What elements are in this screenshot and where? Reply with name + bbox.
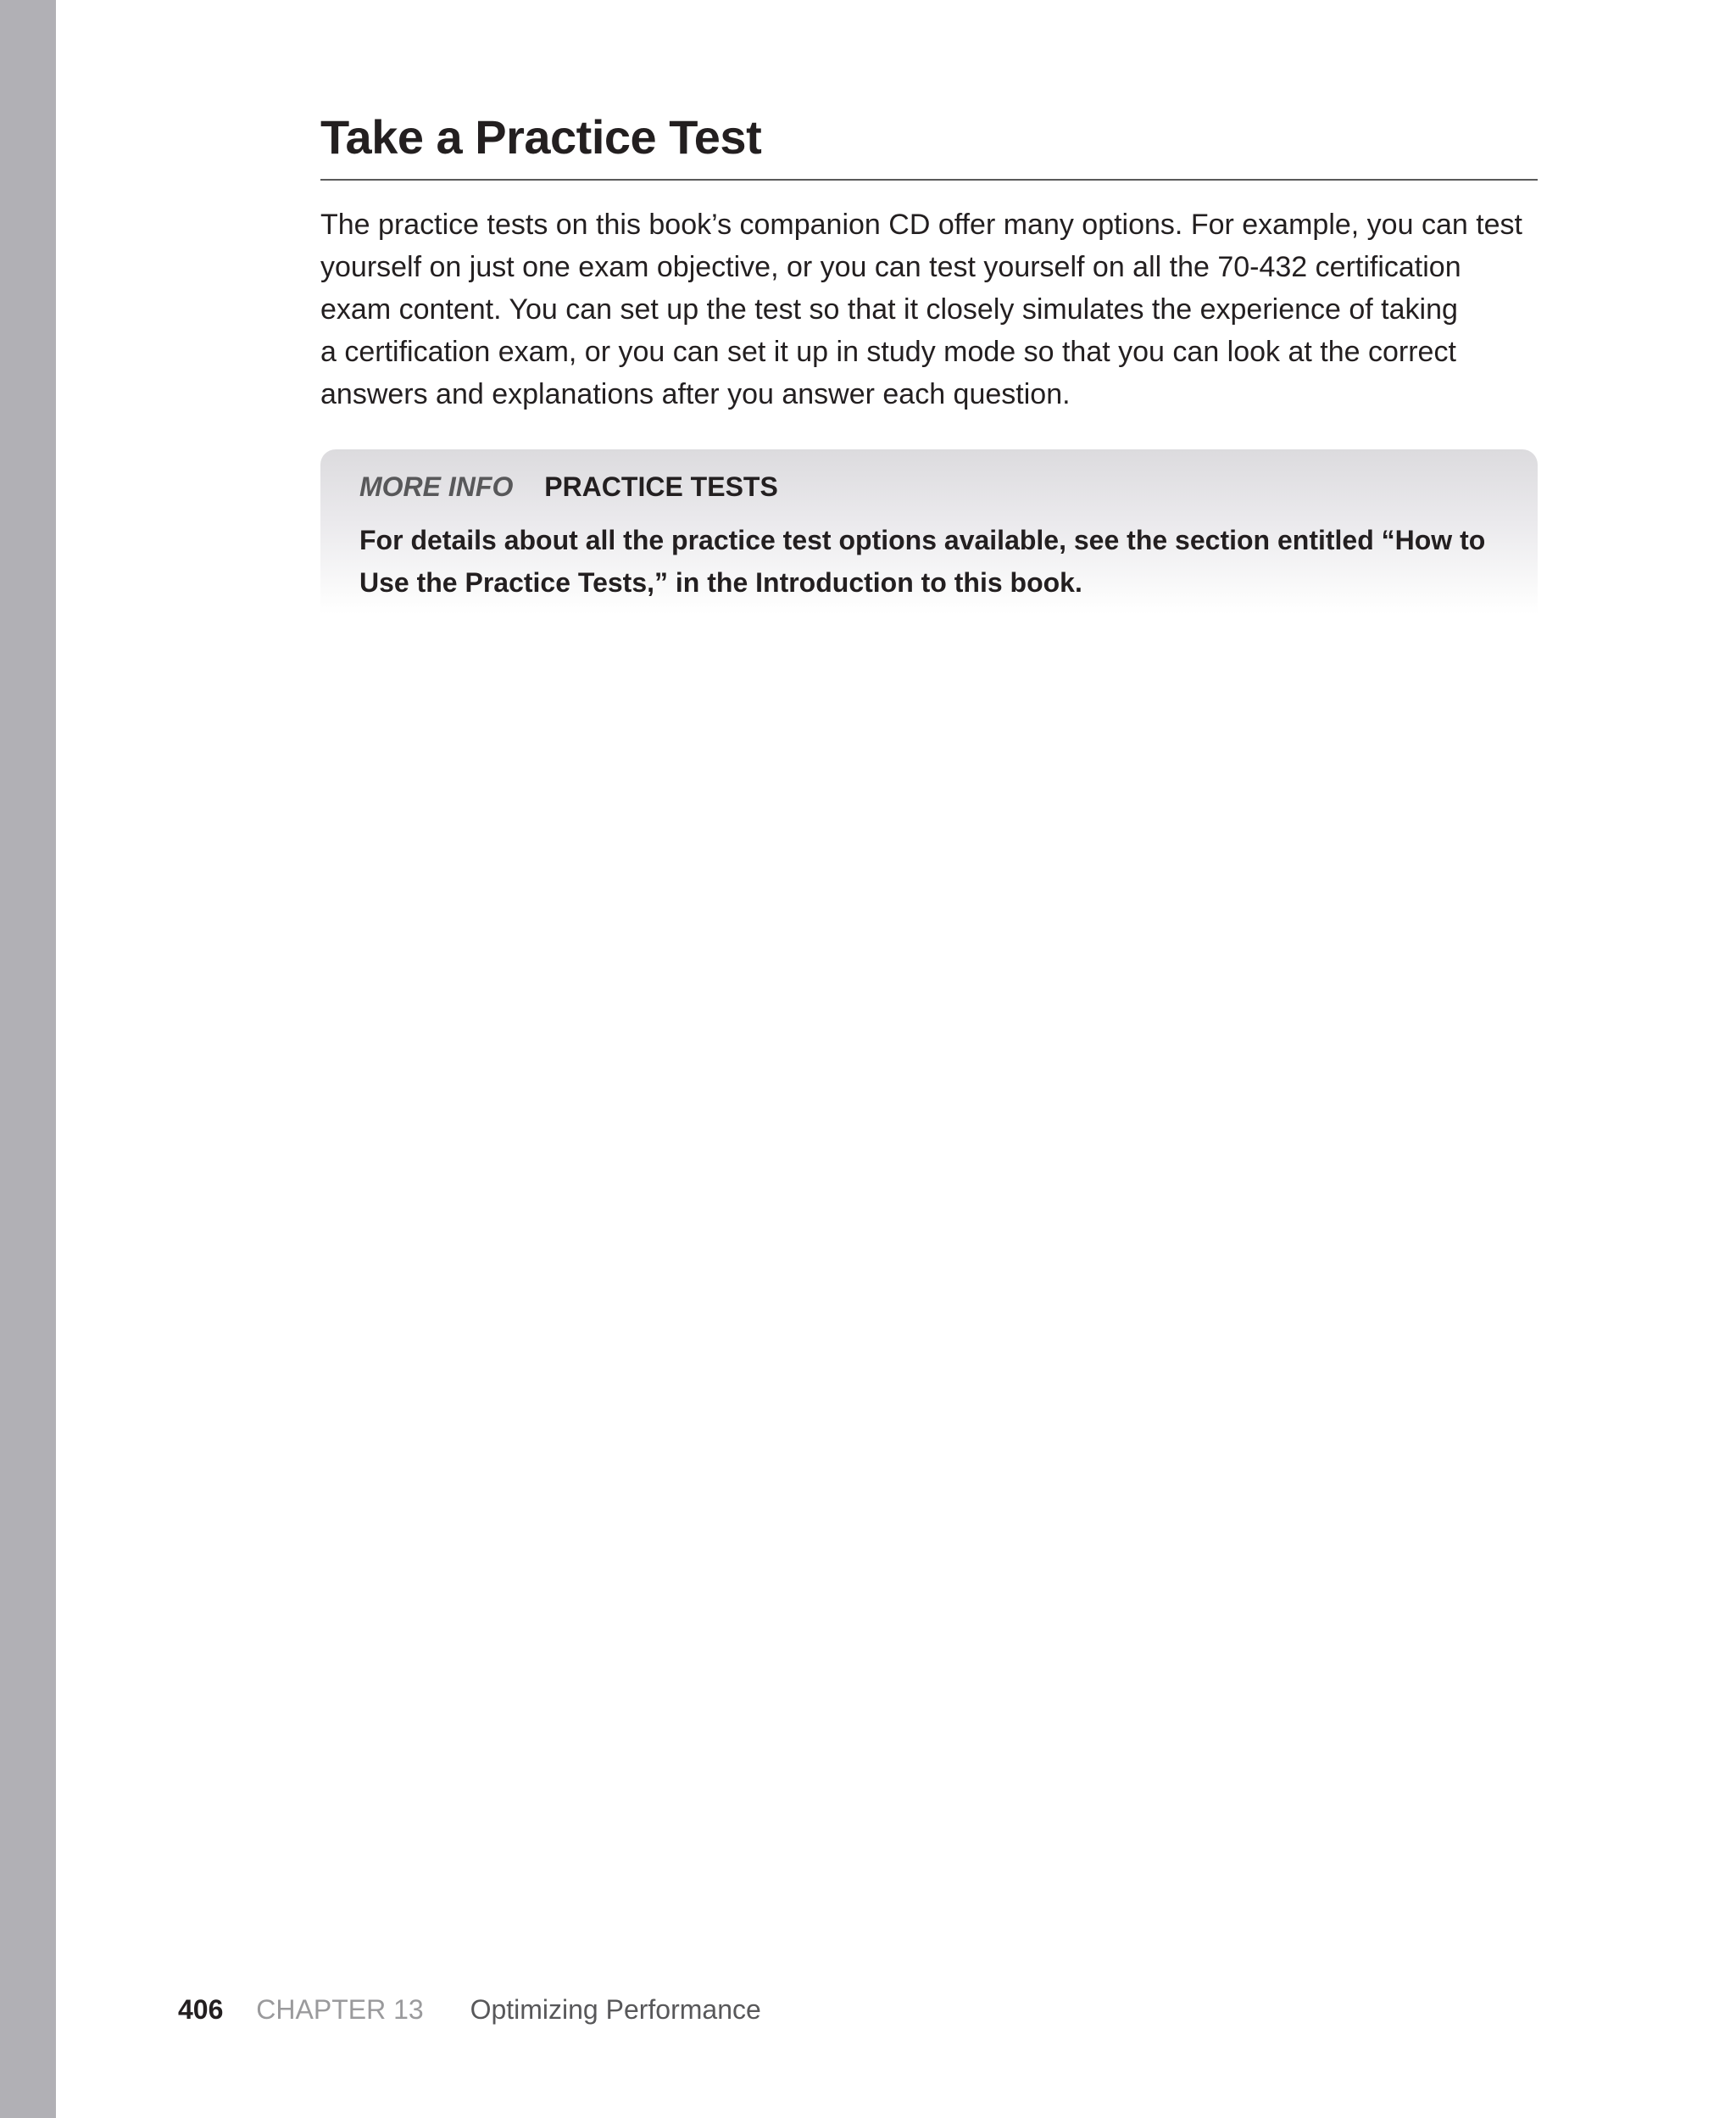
note-header xyxy=(359,468,778,505)
page-number: 406 xyxy=(178,1994,224,2025)
chapter-label: CHAPTER 13 xyxy=(256,1994,424,2025)
title-divider xyxy=(320,179,1538,181)
body-line: a certification exam, or you can set it up in study mode so that you can look at the correct xyxy=(320,336,1456,368)
section-title: Take a Practice Test xyxy=(320,110,762,164)
note-line: For details about all the practice test options available, see the section entitled “How to xyxy=(359,525,1486,555)
body-line: The practice tests on this book’s companion CD offer many options. For example, you can test xyxy=(320,209,1523,241)
note-label: MORE INFO xyxy=(359,471,514,502)
note-title: PRACTICE TESTS xyxy=(544,471,778,502)
note-line: Use the Practice Tests,” in the Introduction to this book. xyxy=(359,567,1082,598)
more-info-note xyxy=(320,449,1538,615)
body-line: exam content. You can set up the test so that it closely simulates the experience of taking xyxy=(320,293,1458,326)
chapter-title: Optimizing Performance xyxy=(470,1994,761,2025)
note-body xyxy=(359,519,1529,604)
page-edge-strip xyxy=(0,0,56,2118)
body-line: answers and explanations after you answer each question. xyxy=(320,378,1071,410)
body-line: yourself on just one exam objective, or you can test yourself on all the 70-432 certification xyxy=(320,251,1461,283)
section-body xyxy=(320,203,1550,415)
page-footer xyxy=(178,1991,761,2028)
